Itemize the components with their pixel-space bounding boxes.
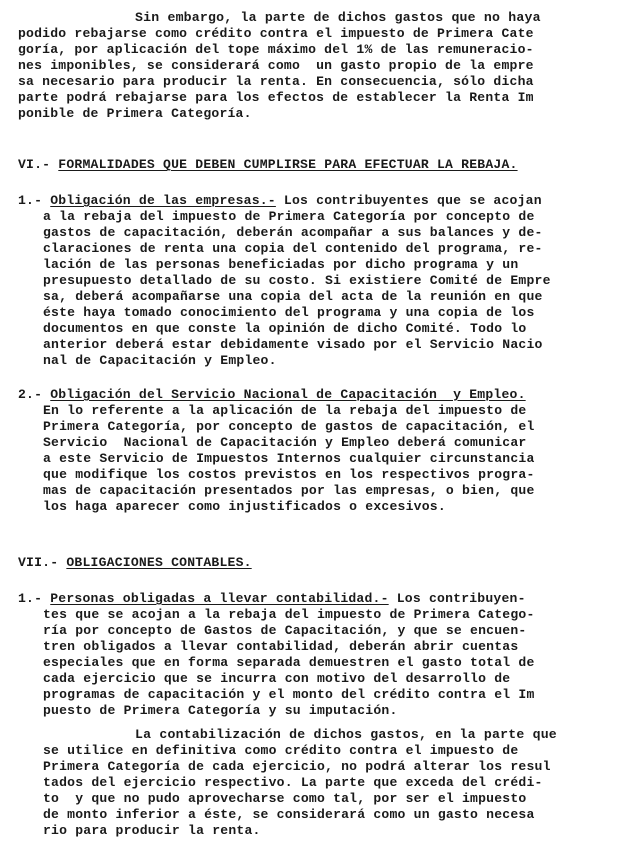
section-vi-item-2-line: Servicio Nacional de Capacitación y Empleo deberá comunicar: [43, 435, 527, 450]
section-vii-item-1-line: tes que se acojan a la rebaja del impuesto de Primera Catego-: [43, 607, 535, 622]
section-vii-paragraph-line: Primera Categoría de cada ejercicio, no podrá alterar los resul: [43, 759, 551, 774]
item-text: Los contribuyen-: [388, 591, 526, 606]
section-vii-number: VII.-: [18, 555, 59, 570]
section-vii-item-1-line: ría por concepto de Gastos de Capacitación, y que se encuen-: [43, 623, 527, 638]
section-vi-item-1-line: éste haya tomado conocimiento del programa y una copia de los: [43, 305, 535, 320]
section-vii-item-1-line: programas de capacitación y el monto del crédito contra el Im: [43, 687, 535, 702]
paragraph-1-line: parte podrá rebajarse para los efectos de establecer la Renta Im: [18, 90, 534, 105]
section-vi-item-2-line: mas de capacitación presentados por las empresas, o bien, que: [43, 483, 535, 498]
section-vi-item-1-first-line: [18, 193, 542, 209]
section-vi-item-2-line: a este Servicio de Impuestos Internos cualquier circunstancia: [43, 451, 535, 466]
section-vii-paragraph-line: de monto inferior a éste, se considerará como un gasto necesa: [43, 807, 535, 822]
section-vii-item-1-line: puesto de Primera Categoría y su imputación.: [43, 703, 398, 718]
section-vi-item-1-line: documentos en que conste la opinión de dicho Comité. Todo lo: [43, 321, 527, 336]
section-vii-item-1-first-line: [18, 591, 526, 607]
section-vi-item-1-line: nal de Capacitación y Empleo.: [43, 353, 277, 368]
section-vii-paragraph-line: to y que no pudo aprovecharse como tal, por ser el impuesto: [43, 791, 527, 806]
item-heading: Obligación del Servicio Nacional de Capacitación y Empleo.: [50, 387, 526, 402]
section-vii-paragraph-line: tados del ejercicio respectivo. La parte que exceda del crédi-: [43, 775, 543, 790]
section-vii-title: OBLIGACIONES CONTABLES.: [66, 555, 252, 570]
item-text: Los contribuyentes que se acojan: [275, 193, 542, 208]
section-vii-paragraph-line: La contabilización de dichos gastos, en la parte que: [135, 727, 557, 742]
item-heading: Personas obligadas a llevar contabilidad.-: [50, 591, 389, 606]
section-vii-item-1-line: cada ejercicio que se incurra con motivo del desarrollo de: [43, 671, 511, 686]
section-vii-item-1-line: especiales que en forma separada demuestren el gasto total de: [43, 655, 535, 670]
section-vi-number: VI.-: [18, 157, 51, 172]
section-vi-item-1-line: lación de las personas beneficiadas por dicho programa y un: [43, 257, 519, 272]
section-vi-item-1-line: anterior deberá estar debidamente visado por el Servicio Nacio: [43, 337, 543, 352]
section-vi-item-2-line: los haga aparecer como injustificados o excesivos.: [43, 499, 446, 514]
item-heading: Obligación de las empresas.-: [50, 193, 276, 208]
item-number: 1.-: [18, 193, 43, 208]
section-vi-item-1-line: claraciones de renta una copia del contenido del programa, re-: [43, 241, 543, 256]
paragraph-1-line: Sin embargo, la parte de dichos gastos que no haya: [135, 10, 541, 25]
paragraph-1-line: nes imponibles, se considerará como un gasto propio de la empre: [18, 58, 534, 73]
paragraph-1-line: ponible de Primera Categoría.: [18, 106, 252, 121]
paragraph-1-line: podido rebajarse como crédito contra el impuesto de Primera Cate: [18, 26, 534, 41]
section-vi-item-2-line: En lo referente a la aplicación de la rebaja del impuesto de: [43, 403, 527, 418]
section-vii-heading: [18, 555, 252, 571]
section-vi-item-2-line: Primera Categoría, por concepto de gastos de capacitación, el: [43, 419, 535, 434]
paragraph-1-line: goría, por aplicación del tope máximo del 1% de las remuneracio-: [18, 42, 534, 57]
section-vi-title: FORMALIDADES QUE DEBEN CUMPLIRSE PARA EFECTUAR LA REBAJA.: [58, 157, 518, 172]
section-vi-item-2-line: que modifique los costos previstos en los respectivos progra-: [43, 467, 535, 482]
section-vi-item-1-line: sa, deberá acompañarse una copia del acta de la reunión en que: [43, 289, 543, 304]
section-vi-item-1-line: gastos de capacitación, deberán acompañar a sus balances y de-: [43, 225, 543, 240]
section-vii-paragraph-line: se utilice en definitiva como crédito contra el impuesto de: [43, 743, 519, 758]
item-number: 2.-: [18, 387, 43, 402]
paragraph-1-line: sa necesario para producir la renta. En consecuencia, sólo dicha: [18, 74, 534, 89]
section-vii-paragraph-line: rio para producir la renta.: [43, 823, 261, 838]
section-vi-heading: [18, 157, 518, 173]
section-vi-item-1-line: presupuesto detallado de su costo. Si existiere Comité de Empre: [43, 273, 551, 288]
section-vii-item-1-line: tren obligados a llevar contabilidad, deberán abrir cuentas: [43, 639, 519, 654]
item-number: 1.-: [18, 591, 43, 606]
section-vi-item-1-line: a la rebaja del impuesto de Primera Categoría por concepto de: [43, 209, 535, 224]
section-vi-item-2-first-line: [18, 387, 526, 403]
